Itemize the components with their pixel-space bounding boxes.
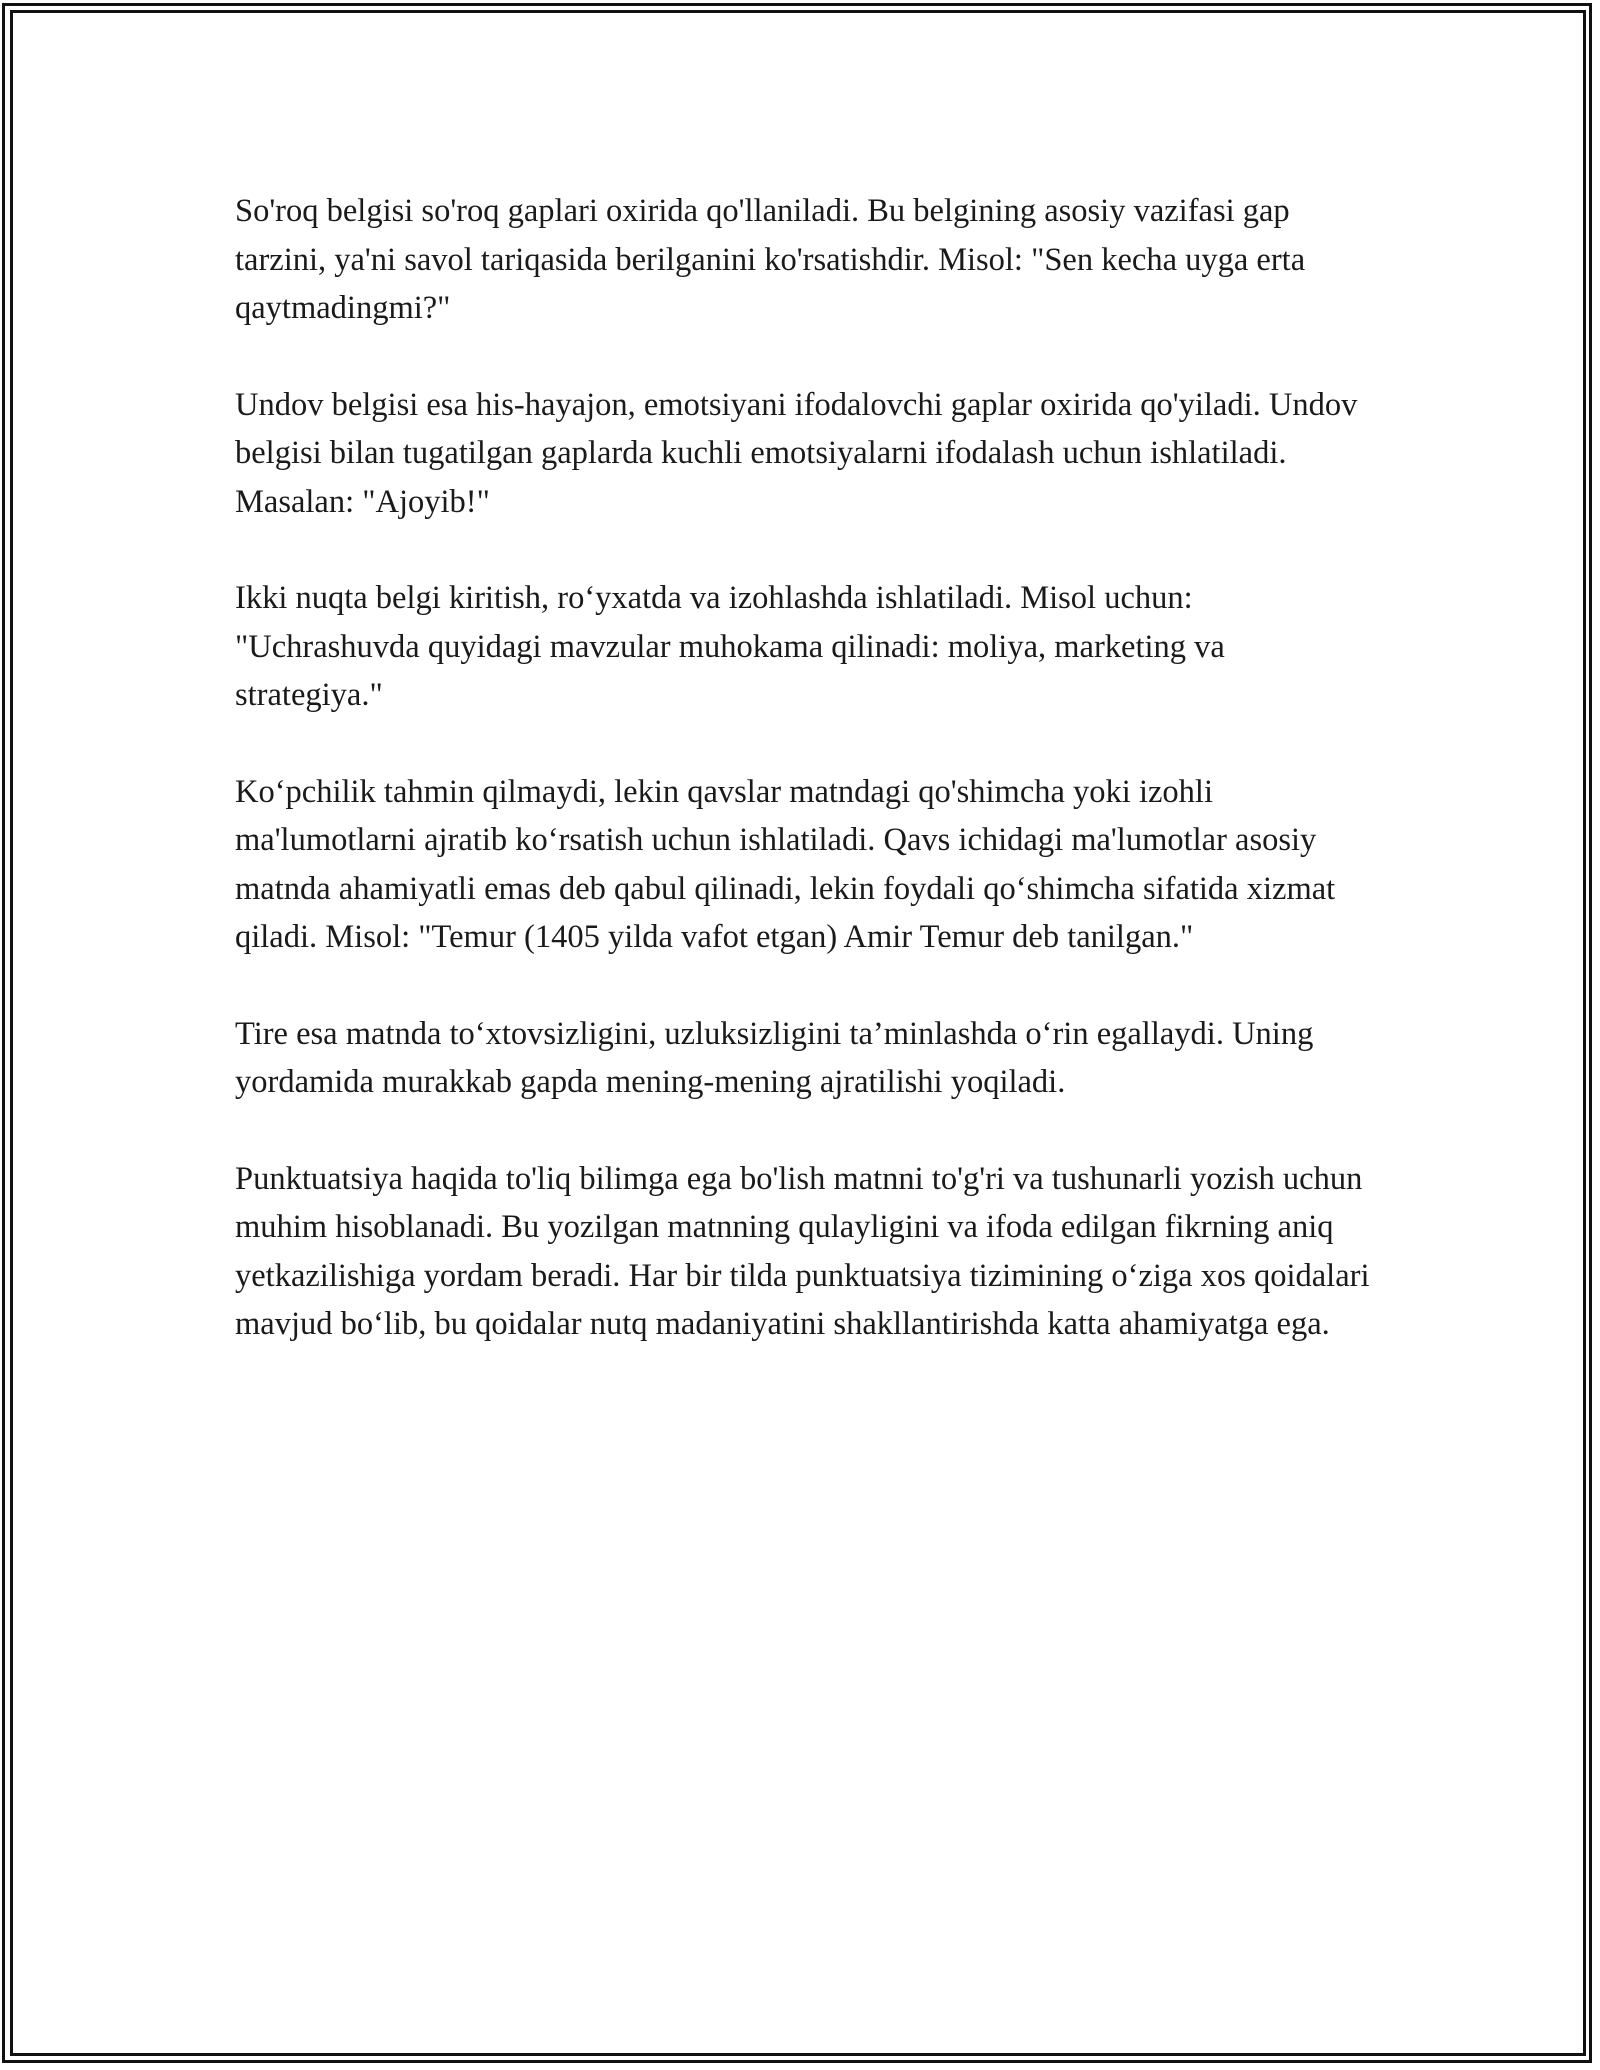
paragraph-dash: Tire esa matnda to‘xtovsizligini, uzluksizligini ta’minlashda o‘rin egallaydi. Uning yordamida murakkab gapda mening-mening ajratilishi yoqiladi. — [235, 1015, 1314, 1100]
paragraph-conclusion: Punktuatsiya haqida to'liq bilimga ega bo'lish matnni to'g'ri va tushunarli yozish uchun muhim hisoblanadi. Bu yozilgan matnning qulayligini va ifoda edilgan fikrning aniq yetkazilishiga yordam beradi. Har bir tilda punktuatsiya tizimining o‘ziga xos qoidalari mavjud bo‘lib, bu qoidalar nutq madaniyatini shakllantirishda katta ahamiyatga ega. — [235, 1160, 1370, 1342]
paragraph-question-mark: So'roq belgisi so'roq gaplari oxirida qo'llaniladi. Bu belgining asosiy vazifasi gap tarzini, ya'ni savol tariqasida berilganini ko'rsatishdir. Misol: "Sen kecha uyga erta qaytmadingmi?" — [235, 193, 1306, 326]
paragraph-colon: Ikki nuqta belgi kiritish, ro‘yxatda va izohlashda ishlatiladi. Misol uchun: "Uchrashuvda quyidagi mavzular muhokama qilinadi: moliya, marketing va strategiya." — [235, 580, 1225, 713]
paragraph-parentheses: Ko‘pchilik tahmin qilmaydi, lekin qavslar matndagi qo'shimcha yoki izohli ma'lumotlarni ajratib ko‘rsatish uchun ishlatiladi. Qavs ichidagi ma'lumotlar asosiy matnda ahamiyatli emas deb qabul qilinadi, lekin foydali qo‘shimcha sifatida xizmat qiladi. Misol: "Temur (1405 yilda vafot etgan) Amir Temur deb tanilgan." — [235, 773, 1336, 955]
paragraph-exclamation-mark: Undov belgisi esa his-hayajon, emotsiyani ifodalovchi gaplar oxirida qo'yiladi. Undov belgisi bilan tugatilgan gaplarda kuchli emotsiyalarni ifodalash uchun ishlatiladi. Masalan: "Ajoyib!" — [235, 386, 1358, 520]
document-body — [235, 187, 1380, 1397]
